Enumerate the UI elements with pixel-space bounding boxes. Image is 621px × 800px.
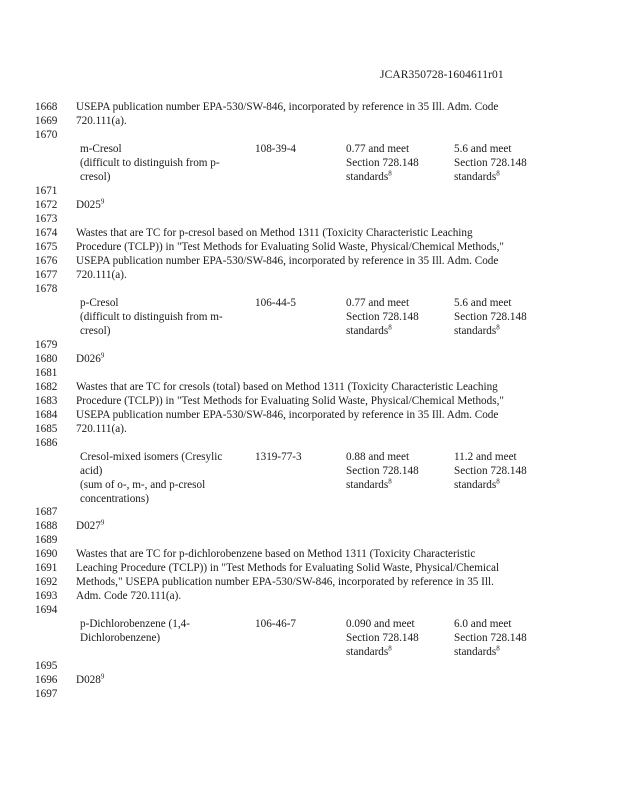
constituent-name: (difficult to distinguish from m-	[80, 311, 223, 323]
wastewater-standard: Section 728.148	[346, 311, 419, 323]
footnote-ref: 8	[496, 169, 500, 178]
nonwastewater-standard: Section 728.148	[454, 311, 527, 323]
line-number: 1692	[35, 576, 58, 588]
footnote-ref: 9	[100, 197, 105, 206]
constituent-name: concentrations)	[80, 493, 149, 505]
nonwastewater-standard: 6.0 and meet	[454, 618, 512, 630]
nonwastewater-standard: 5.6 and meet	[454, 297, 512, 309]
footnote-ref: 8	[388, 644, 392, 653]
line-number: 1680	[35, 353, 58, 365]
footnote-ref: 8	[388, 477, 392, 486]
constituent-name: Dichlorobenzene)	[80, 632, 161, 644]
constituent-name: (sum of o-, m-, and p-cresol	[80, 479, 206, 491]
nonwastewater-standard: standards$^8$	[454, 323, 500, 337]
line-number: 1693	[35, 590, 58, 602]
waste-code: $D026^9$	[76, 351, 105, 365]
wastewater-standard: 0.090 and meet	[346, 618, 415, 630]
nonwastewater-standard: 5.6 and meet	[454, 143, 512, 155]
footnote-ref: 8	[496, 644, 500, 653]
line-number: 1684	[35, 409, 58, 421]
line-number: 1694	[35, 604, 58, 616]
waste-description: Wastes that are TC for p-cresol based on Method 1311 (Toxicity Characteristic Leaching	[76, 227, 473, 239]
waste-code: $D028^9$	[76, 672, 105, 686]
line-number: 1689	[35, 534, 58, 546]
constituent-name: Cresol-mixed isomers (Cresylic	[80, 451, 223, 463]
waste-description: Methods," USEPA publication number EPA-530/SW-846, incorporated by reference in 35 Ill.	[76, 576, 494, 588]
cas-number: 108-39-4	[255, 143, 297, 155]
waste-code: $D027^9$	[76, 518, 105, 532]
wastewater-standard: standards$^8$	[346, 323, 392, 337]
line-number: 1678	[35, 283, 58, 295]
line-number: 1687	[35, 506, 58, 518]
line-number: 1677	[35, 269, 58, 281]
constituent-name: cresol)	[80, 171, 111, 183]
line-number: 1697	[35, 688, 58, 700]
nonwastewater-standard: Section 728.148	[454, 465, 527, 477]
line-number: 1682	[35, 381, 58, 393]
line-number: 1676	[35, 255, 58, 267]
waste-description: Wastes that are TC for p-dichlorobenzene based on Method 1311 (Toxicity Characteristic	[76, 548, 476, 560]
wastewater-standard: standards$^8$	[346, 169, 392, 183]
waste-description: USEPA publication number EPA-530/SW-846, incorporated by reference in 35 Ill. Adm. Code	[76, 255, 499, 267]
line-number: 1675	[35, 241, 58, 253]
wastewater-standard: Section 728.148	[346, 632, 419, 644]
wastewater-standard: standards$^8$	[346, 477, 392, 491]
wastewater-standard: Section 728.148	[346, 465, 419, 477]
nonwastewater-standard: Section 728.148	[454, 157, 527, 169]
wastewater-standard: 0.77 and meet	[346, 143, 410, 155]
line-number: 1688	[35, 520, 58, 532]
line-number: 1691	[35, 562, 58, 574]
waste-description: Procedure (TCLP)) in "Test Methods for Evaluating Solid Waste, Physical/Chemical Methods,"	[76, 241, 504, 253]
line-number: 1686	[35, 437, 58, 449]
line-number: 1685	[35, 423, 58, 435]
footnote-ref: 8	[388, 323, 392, 332]
constituent-name: acid)	[80, 465, 103, 477]
constituent-name: p-Cresol	[80, 297, 119, 309]
line-number: 1695	[35, 660, 58, 672]
intro-text: USEPA publication number EPA-530/SW-846, incorporated by reference in 35 Ill. Adm. Code	[76, 101, 499, 113]
line-number: 1668	[35, 101, 58, 113]
footnote-ref: 8	[496, 477, 500, 486]
waste-description: Wastes that are TC for cresols (total) based on Method 1311 (Toxicity Characteristic Leaching	[76, 381, 498, 393]
waste-description: 720.111(a).	[76, 423, 127, 435]
waste-description: USEPA publication number EPA-530/SW-846, incorporated by reference in 35 Ill. Adm. Code	[76, 409, 499, 421]
constituent-name: p-Dichlorobenzene (1,4-	[80, 618, 190, 630]
wastewater-standard: standards$^8$	[346, 644, 392, 658]
line-number: 1671	[35, 185, 58, 197]
constituent-name: (difficult to distinguish from p-	[80, 157, 220, 169]
waste-description: Leaching Procedure (TCLP)) in "Test Methods for Evaluating Solid Waste, Physical/Chemical	[76, 562, 500, 574]
intro-text: 720.111(a).	[76, 115, 127, 127]
wastewater-standard: Section 728.148	[346, 157, 419, 169]
nonwastewater-standard: standards$^8$	[454, 477, 500, 491]
waste-code: $D025^9$	[76, 197, 105, 211]
line-number: 1681	[35, 367, 58, 379]
footnote-ref: 9	[100, 672, 105, 681]
waste-description: Adm. Code 720.111(a).	[76, 590, 182, 602]
nonwastewater-standard: standards$^8$	[454, 644, 500, 658]
line-number: 1670	[35, 129, 58, 141]
line-number: 1673	[35, 213, 58, 225]
wastewater-standard: 0.88 and meet	[346, 451, 410, 463]
page-id: JCAR350728-1604611r01	[380, 69, 504, 81]
footnote-ref: 8	[496, 323, 500, 332]
line-number: 1696	[35, 674, 58, 686]
cas-number: 106-46-7	[255, 618, 297, 630]
footnote-ref: 8	[388, 169, 392, 178]
nonwastewater-standard: 11.2 and meet	[454, 451, 517, 463]
footnote-ref: 9	[100, 518, 105, 527]
line-number: 1690	[35, 548, 58, 560]
wastewater-standard: 0.77 and meet	[346, 297, 410, 309]
nonwastewater-standard: Section 728.148	[454, 632, 527, 644]
nonwastewater-standard: standards$^8$	[454, 169, 500, 183]
cas-number: 1319-77-3	[255, 451, 302, 463]
line-number: 1683	[35, 395, 58, 407]
line-number: 1672	[35, 199, 58, 211]
line-number: 1669	[35, 115, 58, 127]
waste-description: 720.111(a).	[76, 269, 127, 281]
cas-number: 106-44-5	[255, 297, 297, 309]
constituent-name: m-Cresol	[80, 143, 122, 155]
line-number: 1674	[35, 227, 58, 239]
footnote-ref: 9	[100, 351, 105, 360]
constituent-name: cresol)	[80, 325, 111, 337]
waste-description: Procedure (TCLP)) in "Test Methods for Evaluating Solid Waste, Physical/Chemical Methods,"	[76, 395, 504, 407]
line-number: 1679	[35, 339, 58, 351]
